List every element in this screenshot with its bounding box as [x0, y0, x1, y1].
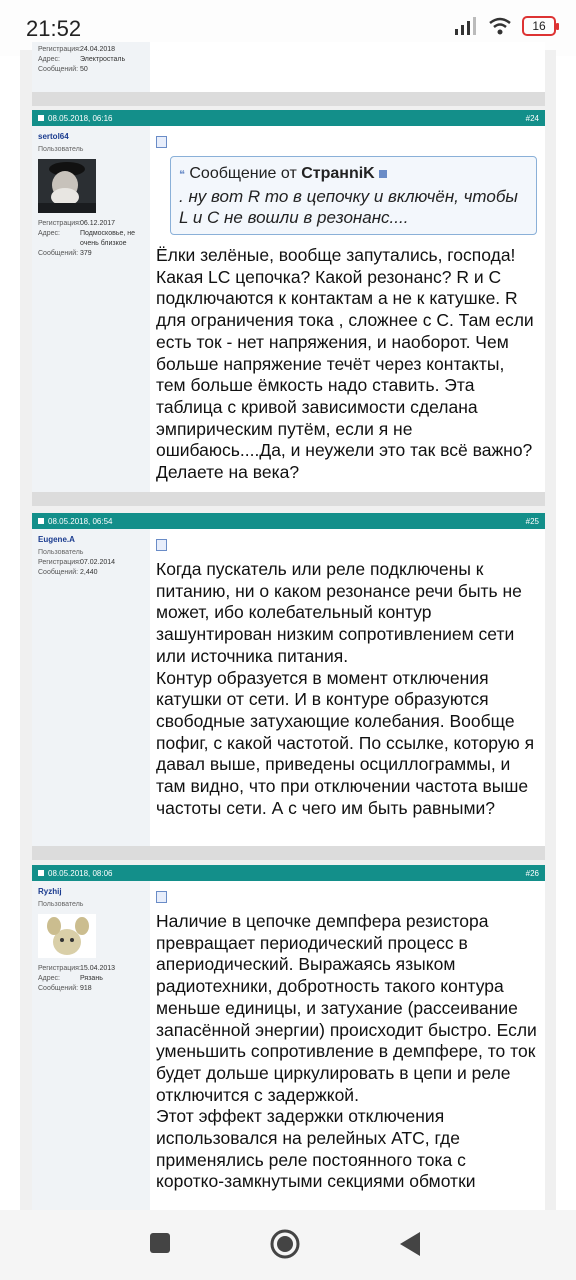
- circle-icon[interactable]: [270, 1229, 300, 1259]
- info-key: Регистрация:: [38, 46, 81, 53]
- document-icon: [156, 891, 167, 903]
- quote-author: CтранniK: [301, 165, 375, 182]
- post-icon: [38, 115, 44, 121]
- username-link[interactable]: Ryzhij: [38, 887, 62, 896]
- system-nav-bar: [0, 1210, 576, 1280]
- post-header: [32, 865, 545, 881]
- info-value: 07.02.2014: [80, 559, 116, 566]
- info-key: Регистрация:: [38, 559, 81, 566]
- previous-post-fragment: [32, 42, 545, 92]
- username-link[interactable]: sertol64: [38, 132, 69, 141]
- post-24: [32, 110, 545, 492]
- info-key: Регистрация:: [38, 965, 81, 972]
- user-info: [32, 881, 150, 1210]
- info-key: Регистрация:: [38, 220, 81, 227]
- info-value: 50: [80, 66, 88, 73]
- info-key: Сообщений:: [38, 569, 79, 576]
- post-date: 08.05.2018, 06:54: [48, 516, 113, 526]
- post-26: [32, 865, 545, 1210]
- info-key: Сообщений:: [38, 985, 79, 992]
- info-value: 379: [80, 250, 92, 257]
- post-content: [150, 881, 545, 1210]
- post-text: Когда пускатель или реле подключены к питанию, ни о каком резонансе речи быть не может, ибо колебательный контур зашунтирован низким сопротивлением сети или источника питания.: [156, 559, 522, 666]
- post-header: [32, 110, 545, 126]
- clock: 21:52: [26, 16, 82, 41]
- forum-page: [20, 46, 556, 1210]
- post-date: 08.05.2018, 06:16: [48, 113, 113, 123]
- avatar[interactable]: [38, 159, 96, 213]
- post-text: Ёлки зелёные, вообще запутались, господа! Какая LC цепочка? Какой резонанс? R и C подключаются к контактам а не к катушке. R для ограничения тока , сложнее с C. Там если есть ток - нет напряжения, и наоборот. Чем больше напряжение течёт через контакты, тем больше ёмкость надо ставить. Эта таблица с кривой зависимости сделана эмпирическим путём, если я не ошибаюсь....Да, и неужели это так всё важно? Делаете на века?: [156, 245, 534, 483]
- post-date: 08.05.2018, 08:06: [48, 868, 113, 878]
- info-key: Адрес:: [38, 975, 60, 982]
- quote-icon: ❝: [179, 169, 185, 181]
- user-title: Пользователь: [38, 146, 84, 153]
- document-icon: [156, 539, 167, 551]
- info-value: 2,440: [80, 569, 98, 576]
- post-content: [150, 529, 545, 846]
- info-key: Адрес:: [38, 56, 60, 63]
- post-text: Этот эффект задержки отключения использовался на релейных АТС, где применялись реле постоянного тока с коротко-замкнутыми секциями обмотки: [156, 1106, 476, 1192]
- username-link[interactable]: Eugene.A: [38, 535, 75, 544]
- quote-block: [170, 156, 537, 235]
- avatar[interactable]: [38, 914, 96, 958]
- info-value: Электросталь: [80, 56, 126, 63]
- quote-text: . ну вот R то в цепочку и включён, чтобы L и C не вошли в резонанс....: [179, 187, 518, 227]
- status-icons: [454, 16, 556, 36]
- info-value: 06.12.2017: [80, 220, 116, 227]
- info-value: Подмосковье, не очень близкое: [80, 230, 136, 247]
- post-icon: [38, 518, 44, 524]
- quote-prefix: Сообщение от: [189, 165, 302, 182]
- info-value: 918: [80, 985, 92, 992]
- post-number[interactable]: #26: [525, 868, 539, 878]
- wifi-icon: [488, 17, 512, 35]
- info-value: Рязань: [80, 975, 103, 982]
- post-header: [32, 513, 545, 529]
- user-info: [32, 529, 150, 846]
- user-title: Пользователь: [38, 901, 84, 908]
- info-key: Адрес:: [38, 230, 60, 237]
- user-title: Пользователь: [38, 549, 84, 556]
- post-25: [32, 513, 545, 846]
- post-text: Наличие в цепочке демпфера резистора превращает периодический процесс в апериодический. Выражаясь языком радиотехники, добротность такого контура меньше единицы, и затухание (рассеивание запасённой энергии) происходит быстро. Если уменьшить сопротивление в демпфере, то ток будет дольше циркулировать в цепи и реле отключится с задержкой.: [156, 911, 537, 1105]
- back-triangle-icon[interactable]: [398, 1231, 422, 1257]
- square-icon[interactable]: [149, 1232, 171, 1254]
- post-number[interactable]: #24: [525, 113, 539, 123]
- post-content: [150, 126, 545, 492]
- document-icon: [156, 136, 167, 148]
- view-post-icon[interactable]: [379, 170, 387, 178]
- info-value: 24.04.2018: [80, 46, 116, 53]
- post-icon: [38, 870, 44, 876]
- post-number[interactable]: #25: [525, 516, 539, 526]
- post-divider: [32, 92, 545, 106]
- info-key: Сообщений:: [38, 250, 79, 257]
- signal-icon: [454, 17, 478, 35]
- post-text: Контур образуется в момент отключения катушки от сети. И в контуре образуются свободные затухающие колебания. Вообще пофиг, с какой частотой. По ссылке, которую я давал выше, приведены осциллограммы, и там видно, что при отключении частота выше частоты сети. А с чего им быть равными?: [156, 667, 535, 818]
- user-info: [32, 126, 150, 492]
- battery-icon: 16: [522, 16, 556, 36]
- post-divider: [32, 846, 545, 860]
- info-value: 15.04.2013: [80, 965, 116, 972]
- previous-user-info: [32, 42, 150, 92]
- info-key: Сообщений:: [38, 66, 79, 73]
- post-divider: [32, 492, 545, 506]
